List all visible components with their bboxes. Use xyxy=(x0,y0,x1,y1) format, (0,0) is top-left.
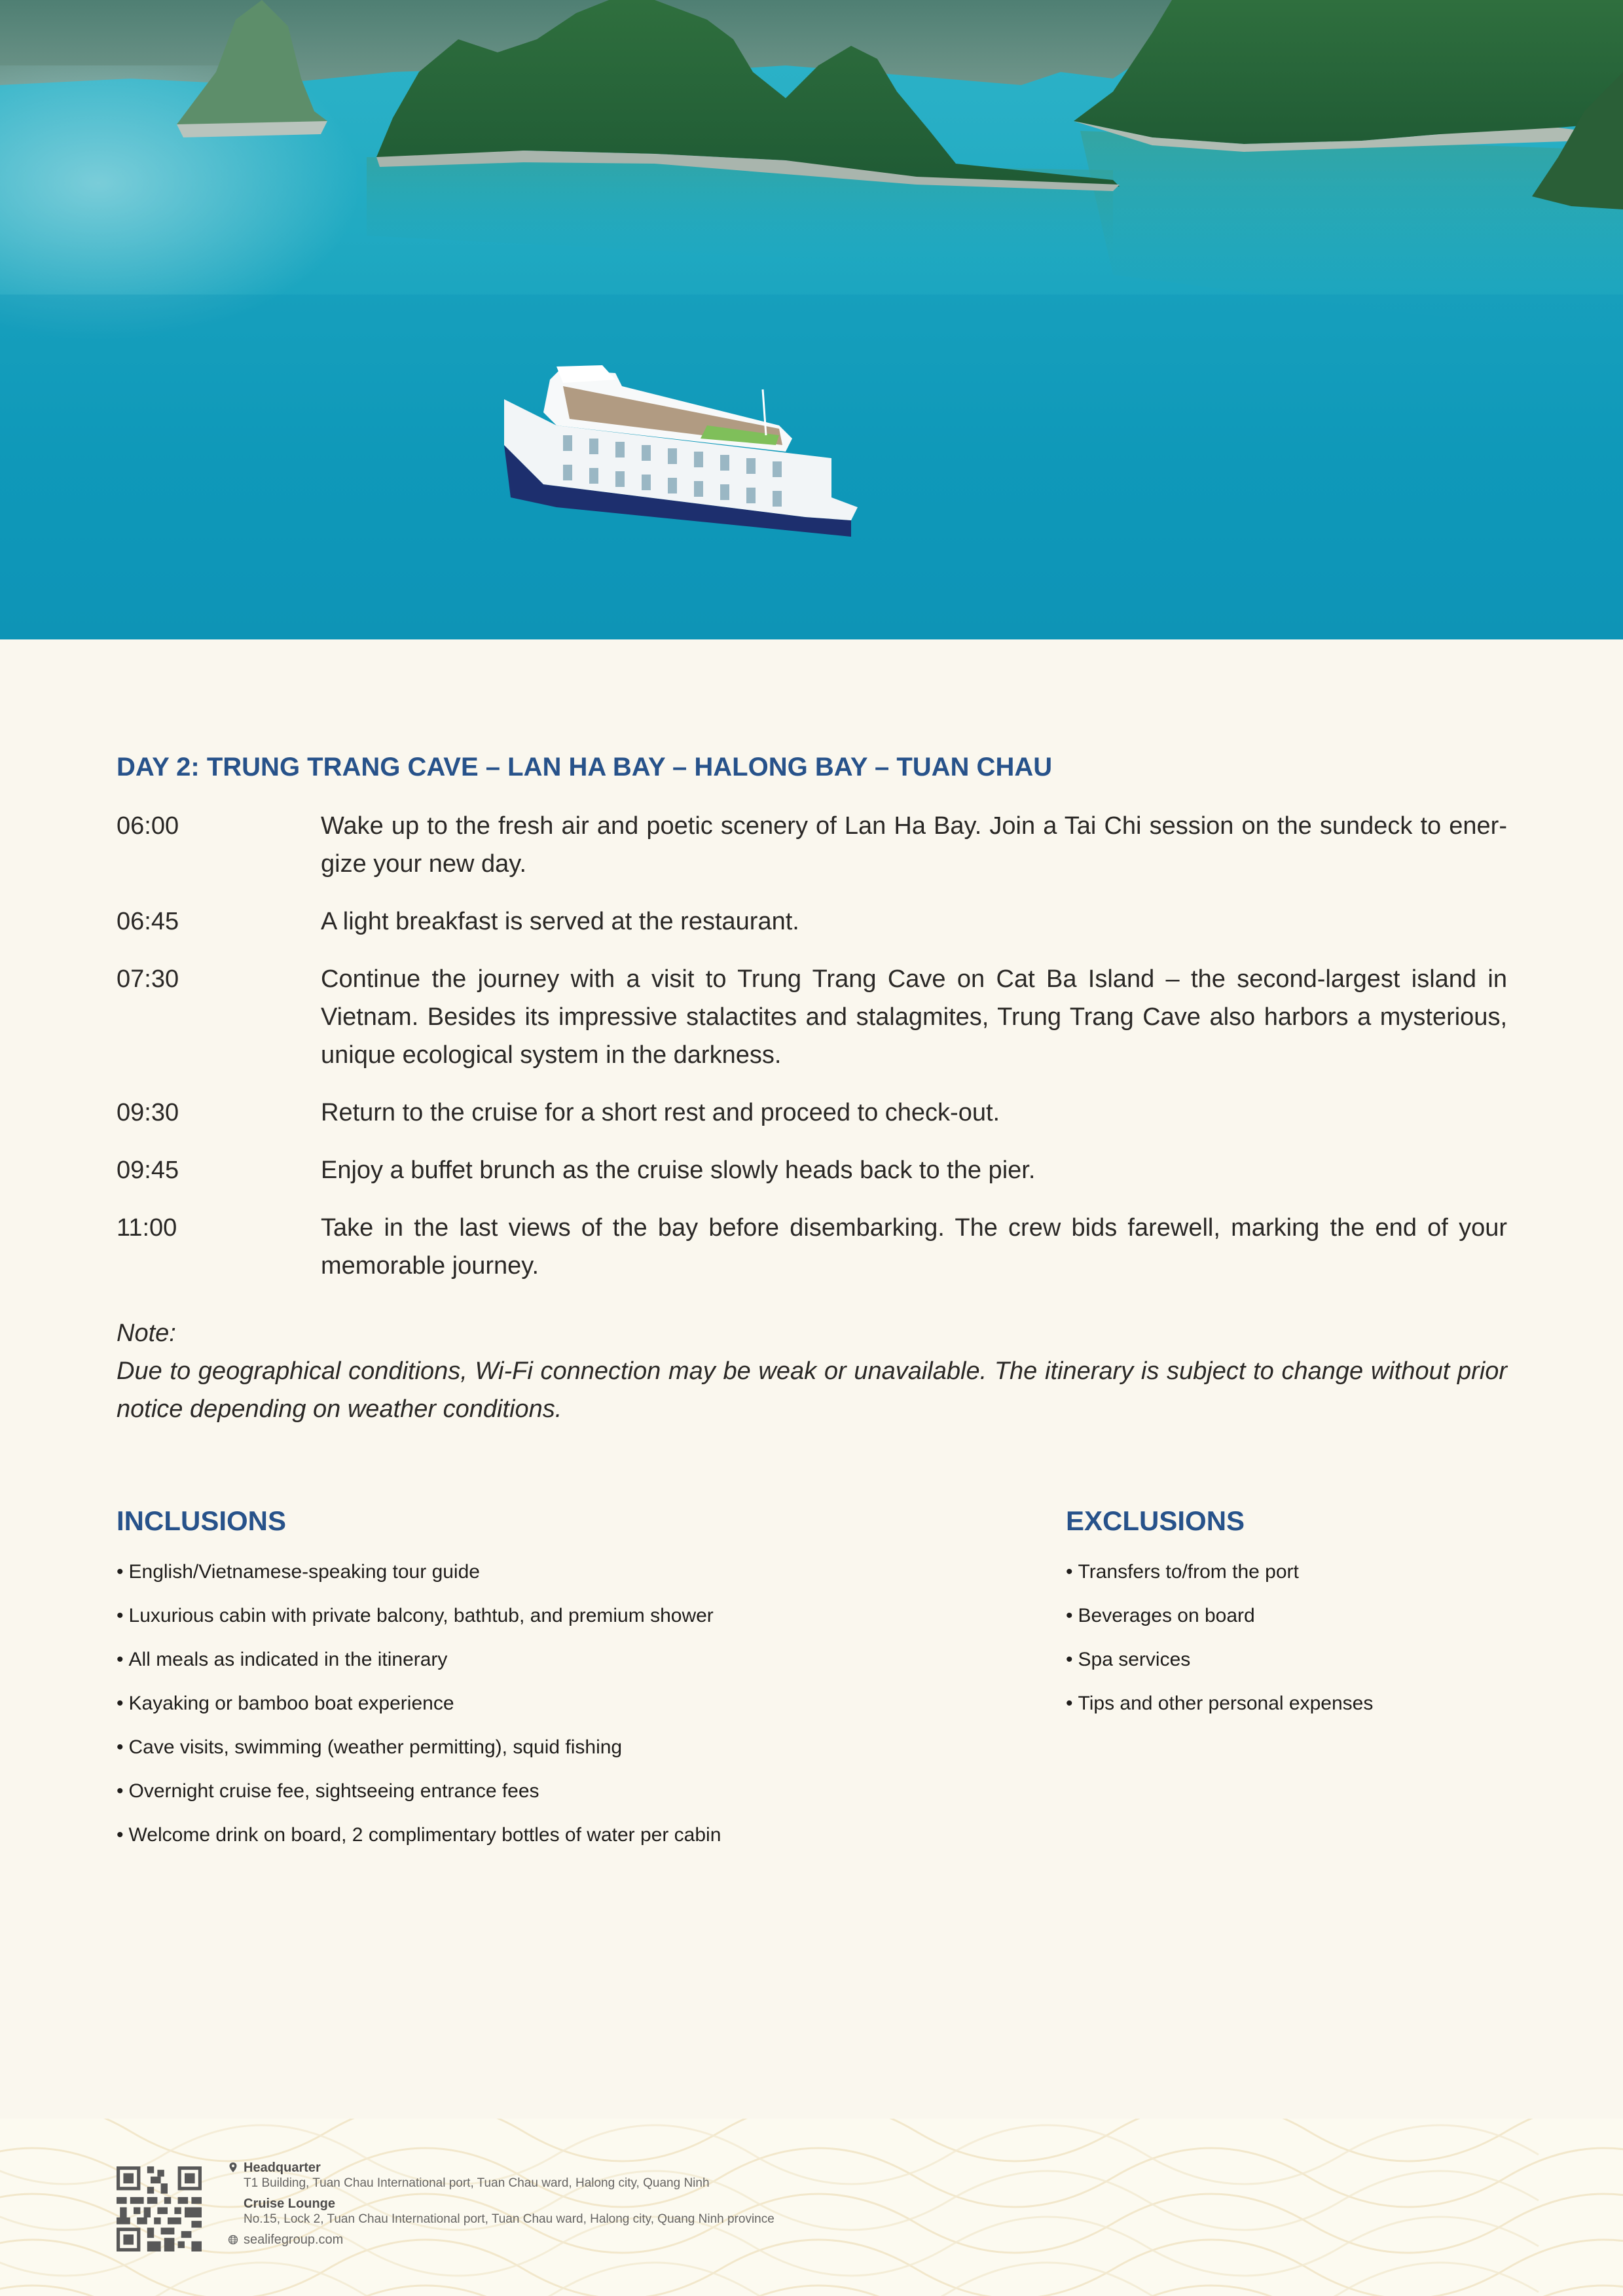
list-item: • Beverages on board xyxy=(1066,1604,1373,1628)
schedule-description: Take in the last views of the bay before disembarking. The crew bids farewell, marking the end of your memorable journey. xyxy=(321,1214,1507,1280)
halong-bay-photo xyxy=(0,0,1623,639)
list-item: • Spa services xyxy=(1066,1648,1373,1672)
list-item: • Luxurious cabin with private balcony, bathtub, and premium shower xyxy=(117,1604,721,1628)
schedule-time: 07:30 xyxy=(117,965,179,993)
itinerary-note xyxy=(117,1314,1507,1428)
inclusions-heading: INCLUSIONS xyxy=(117,1505,287,1536)
inclusions-list xyxy=(117,1560,721,1847)
schedule-description: A light breakfast is served at the restaurant. xyxy=(321,908,799,935)
schedule-time: 11:00 xyxy=(117,1214,177,1242)
list-item: • Welcome drink on board, 2 complimentary bottles of water per cabin xyxy=(117,1823,721,1847)
inclusions-section xyxy=(117,1505,721,1867)
list-item: • Cave visits, swimming (weather permitting), squid fishing xyxy=(117,1736,721,1759)
exclusions-heading: EXCLUSIONS xyxy=(1066,1505,1245,1536)
note-text: Due to geographical conditions, Wi-Fi connection may be weak or unavailable. The itinerary is subject to change without prior notice depending on weather conditions. xyxy=(117,1357,1507,1423)
list-item: • Tips and other personal expenses xyxy=(1066,1692,1373,1715)
list-item: • Overnight cruise fee, sightseeing entrance fees xyxy=(117,1780,721,1803)
headquarter-label: Headquarter xyxy=(228,2160,775,2176)
schedule-time: 09:45 xyxy=(117,1157,179,1184)
schedule-time: 06:00 xyxy=(117,812,179,840)
schedule-description: Enjoy a buffet brunch as the cruise slowly heads back to the pier. xyxy=(321,1157,1036,1184)
list-item: • Transfers to/from the port xyxy=(1066,1560,1373,1584)
schedule-item xyxy=(117,1151,1507,1189)
schedule-item xyxy=(117,807,1507,883)
cruise-lounge-label: Cruise Lounge xyxy=(244,2197,336,2211)
schedule-description: Wake up to the fresh air and poetic scenery of Lan Ha Bay. Join a Tai Chi session on the sundeck to ener-gize your new day. xyxy=(321,812,1507,878)
schedule-description: Return to the cruise for a short rest and proceed to check-out. xyxy=(321,1099,1000,1126)
headquarter-address: T1 Building, Tuan Chau International port, Tuan Chau ward, Halong city, Quang Ninh xyxy=(244,2176,710,2190)
note-label: Note: xyxy=(117,1319,176,1347)
qr-code[interactable] xyxy=(117,2166,202,2251)
schedule-item xyxy=(117,1209,1507,1285)
website-link[interactable]: sealifegroup.com xyxy=(228,2232,775,2248)
list-item: • All meals as indicated in the itinerary xyxy=(117,1648,721,1672)
list-item: • Kayaking or bamboo boat experience xyxy=(117,1692,721,1715)
schedule-item xyxy=(117,903,1507,941)
contact-info xyxy=(228,2160,775,2248)
schedule-time: 09:30 xyxy=(117,1099,179,1126)
itinerary-schedule xyxy=(117,807,1507,1304)
hero-image xyxy=(0,0,1623,639)
exclusions-list xyxy=(1066,1560,1373,1715)
exclusions-section xyxy=(1066,1505,1373,1736)
globe-icon xyxy=(228,2234,238,2246)
list-item: • English/Vietnamese-speaking tour guide xyxy=(117,1560,721,1584)
cruise-lounge-address: No.15, Lock 2, Tuan Chau International port, Tuan Chau ward, Halong city, Quang Ninh province xyxy=(244,2212,775,2226)
schedule-item xyxy=(117,1094,1507,1132)
day-title: DAY 2: TRUNG TRANG CAVE – LAN HA BAY – HALONG BAY – TUAN CHAU xyxy=(117,753,1053,781)
schedule-item xyxy=(117,960,1507,1074)
schedule-time: 06:45 xyxy=(117,908,179,935)
schedule-description: Continue the journey with a visit to Trung Trang Cave on Cat Ba Island – the second-largest island in Vietnam. Besides its impressive stalactites and stalagmites, Trung Trang Cave also harbors a mysterious, unique ecological system in the darkness. xyxy=(321,965,1507,1069)
map-pin-icon xyxy=(228,2162,238,2174)
